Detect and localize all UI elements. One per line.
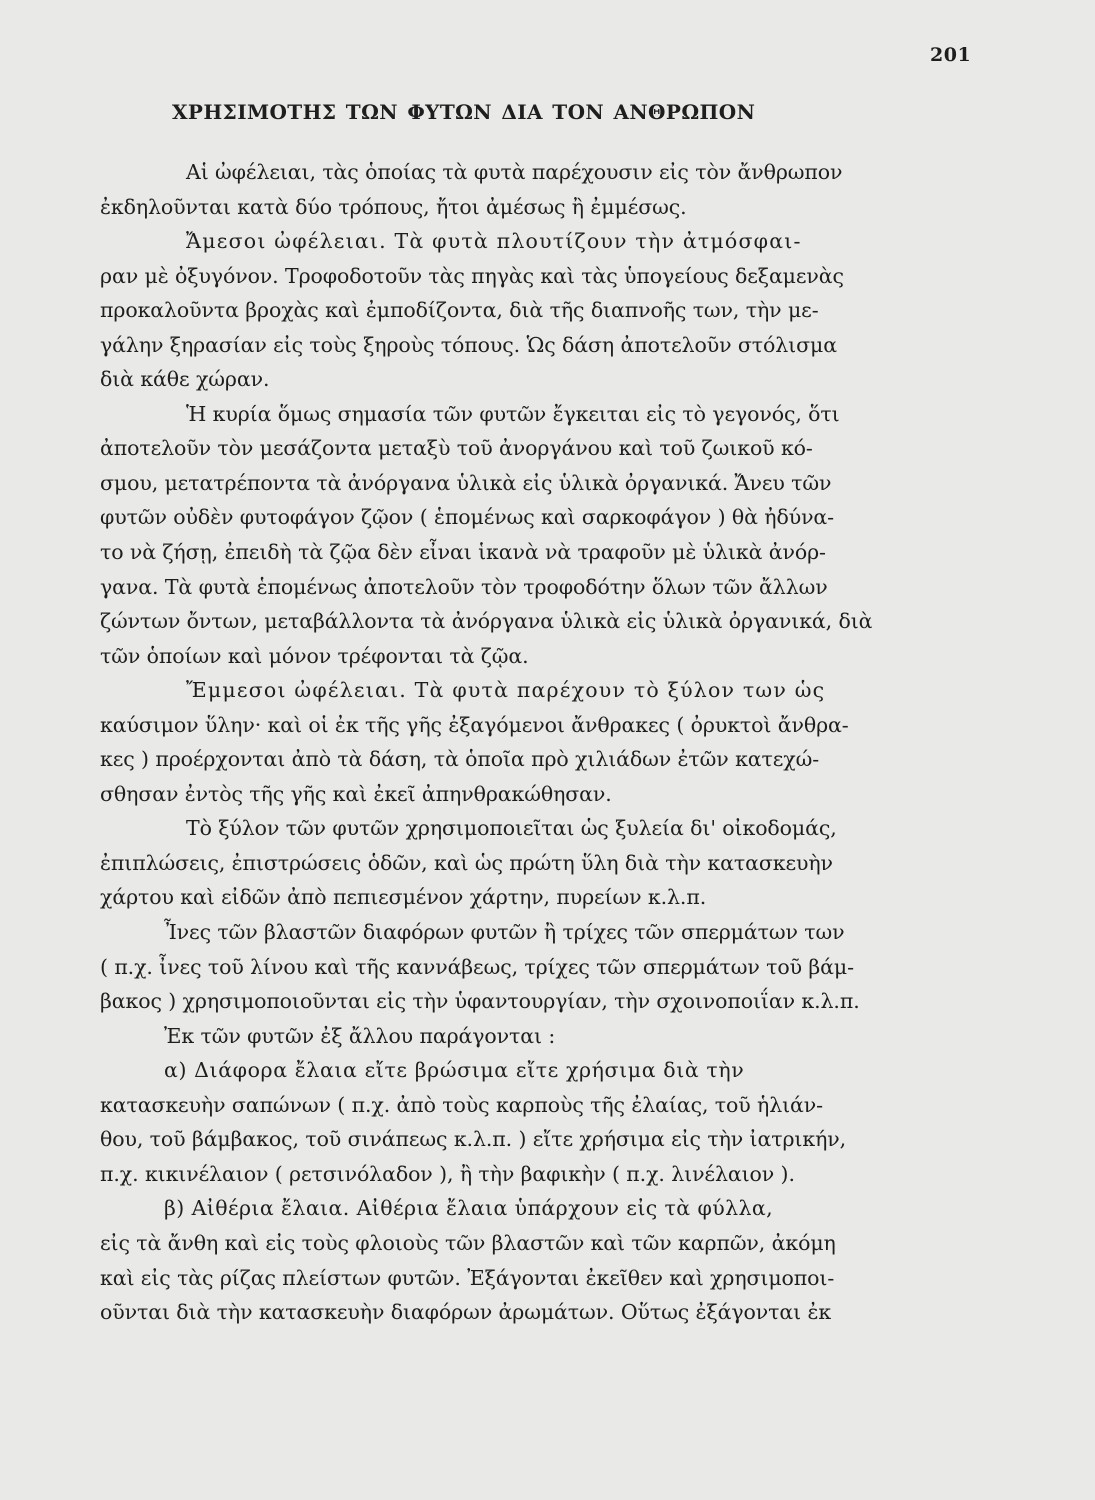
text-line: κατασκευὴν σαπώνων ( π.χ. ἀπὸ τοὺς καρποὺς τῆς ἐλαίας, τοῦ ἡλιάν- — [100, 1092, 823, 1117]
text-line: Ἄμεσοι ὠφέλειαι. Τὰ φυτὰ πλουτίζουν τὴν ἀτμόσφαι- — [186, 229, 802, 254]
text-line: ἀποτελοῦν τὸν μεσάζοντα μεταξὺ τοῦ ἀνοργάνου καὶ τοῦ ζωικοῦ κό- — [100, 436, 813, 461]
chapter-heading: ΧΡΗΣΙΜΟΤΗΣ ΤΩΝ ΦΥΤΩΝ ΔΙΑ ΤΟΝ ΑΝΘΡΩΠΟΝ — [172, 100, 756, 124]
text-line: ( π.χ. ἶνες τοῦ λίνου καὶ τῆς καννάβεως, τρίχες τῶν σπερμάτων τοῦ βάμ- — [100, 954, 854, 979]
text-line: καύσιμον ὕλην· καὶ οἱ ἐκ τῆς γῆς ἐξαγόμενοι ἄνθρακες ( ὀρυκτοὶ ἄνθρα- — [100, 712, 849, 737]
text-line: Ἔμμεσοι ὠφέλειαι. Τὰ φυτὰ παρέχουν τὸ ξύλον των ὡς — [186, 678, 826, 703]
text-line: Αἱ ὠφέλειαι, τὰς ὁποίας τὰ φυτὰ παρέχουσιν εἰς τὸν ἄνθρωπον — [186, 160, 843, 184]
text-line: το νὰ ζήσῃ, ἐπειδὴ τὰ ζῷα δὲν εἶναι ἱκανὰ νὰ τραφοῦν μὲ ὑλικὰ ἀνόρ- — [100, 540, 826, 565]
text-line: β) Αἰθέρια ἔλαια. Αἰθέρια ἔλαια ὑπάρχουν εἰς τὰ φύλλα, — [164, 1196, 774, 1221]
text-line: γάλην ξηρασίαν εἰς τοὺς ξηροὺς τόπους. Ὡς δάση ἀποτελοῦν στόλισμα — [100, 332, 837, 357]
text-line: καὶ εἰς τὰς ρίζας πλείστων φυτῶν. Ἐξάγονται ἐκεῖθεν καὶ χρησιμοποι- — [100, 1265, 835, 1290]
text-line: ἐπιπλώσεις, ἐπιστρώσεις ὁδῶν, καὶ ὡς πρώτη ὕλη διὰ τὴν κατασκευὴν — [100, 850, 833, 875]
text-line: βακος ) χρησιμοποιοῦνται εἰς τὴν ὑφαντουργίαν, τὴν σχοινοποιΐαν κ.λ.π. — [100, 989, 860, 1014]
text-line: φυτῶν οὐδὲν φυτοφάγον ζῷον ( ἑπομένως καὶ σαρκοφάγον ) θὰ ἠδύνα- — [100, 505, 835, 530]
page-number: 201 — [930, 44, 972, 66]
text-line: Ἡ κυρία ὅμως σημασία τῶν φυτῶν ἔγκειται εἰς τὸ γεγονός, ὅτι — [186, 401, 840, 426]
text-line: ραν μὲ ὀξυγόνον. Τροφοδοτοῦν τὰς πηγὰς καὶ τὰς ὑπογείους δεξαμενὰς — [100, 263, 844, 288]
text-line: π.χ. κικινέλαιον ( ρετσινόλαδον ), ἢ τὴν βαφικὴν ( π.χ. λινέλαιον ). — [100, 1161, 795, 1186]
text-line: θου, τοῦ βάμβακος, τοῦ σινάπεως κ.λ.π. ) εἴτε χρήσιμα εἰς τὴν ἰατρικήν, — [100, 1127, 847, 1152]
text-line: κες ) προέρχονται ἀπὸ τὰ δάση, τὰ ὁποῖα πρὸ χιλιάδων ἐτῶν κατεχώ- — [100, 747, 820, 772]
text-line: Τὸ ξύλον τῶν φυτῶν χρησιμοποιεῖται ὡς ξυλεία δι' οἰκοδομάς, — [186, 816, 837, 841]
text-line: α) Διάφορα ἔλαια εἴτε βρώσιμα εἴτε χρήσιμα διὰ τὴν — [164, 1058, 745, 1083]
text-line: προκαλοῦντα βροχὰς καὶ ἐμποδίζοντα, διὰ τῆς διαπνοῆς των, τὴν με- — [100, 298, 819, 323]
text-line: Ἐκ τῶν φυτῶν ἐξ ἄλλου παράγονται : — [164, 1023, 556, 1048]
text-line: διὰ κάθε χώραν. — [100, 367, 270, 392]
text-line: γανα. Τὰ φυτὰ ἑπομένως ἀποτελοῦν τὸν τροφοδότην ὅλων τῶν ἄλλων — [100, 574, 828, 599]
text-line: τῶν ὁποίων καὶ μόνον τρέφονται τὰ ζῷα. — [100, 643, 529, 668]
text-line: ζώντων ὄντων, μεταβάλλοντα τὰ ἀνόργανα ὑλικὰ εἰς ὑλικὰ ὀργανικά, διὰ — [100, 609, 873, 634]
body-text — [100, 155, 960, 1330]
text-line: οῦνται διὰ τὴν κατασκευὴν διαφόρων ἀρωμάτων. Οὕτως ἐξάγονται ἐκ — [100, 1300, 832, 1325]
text-line: ἐκδηλοῦνται κατὰ δύο τρόπους, ἤτοι ἀμέσως ἢ ἐμμέσως. — [100, 194, 687, 219]
text-line: Ἶνες τῶν βλαστῶν διαφόρων φυτῶν ἢ τρίχες τῶν σπερμάτων των — [164, 920, 845, 945]
text-line: εἰς τὰ ἄνθη καὶ εἰς τοὺς φλοιοὺς τῶν βλαστῶν καὶ τῶν καρπῶν, ἀκόμη — [100, 1230, 836, 1255]
text-line: σθησαν ἐντὸς τῆς γῆς καὶ ἐκεῖ ἀπηνθρακώθησαν. — [100, 781, 612, 806]
text-line: σμου, μετατρέποντα τὰ ἀνόργανα ὑλικὰ εἰς ὑλικὰ ὀργανικά. Ἄνευ τῶν — [100, 470, 832, 495]
text-line: χάρτου καὶ εἰδῶν ἀπὸ πεπιεσμένον χάρτην, πυρείων κ.λ.π. — [100, 885, 707, 910]
